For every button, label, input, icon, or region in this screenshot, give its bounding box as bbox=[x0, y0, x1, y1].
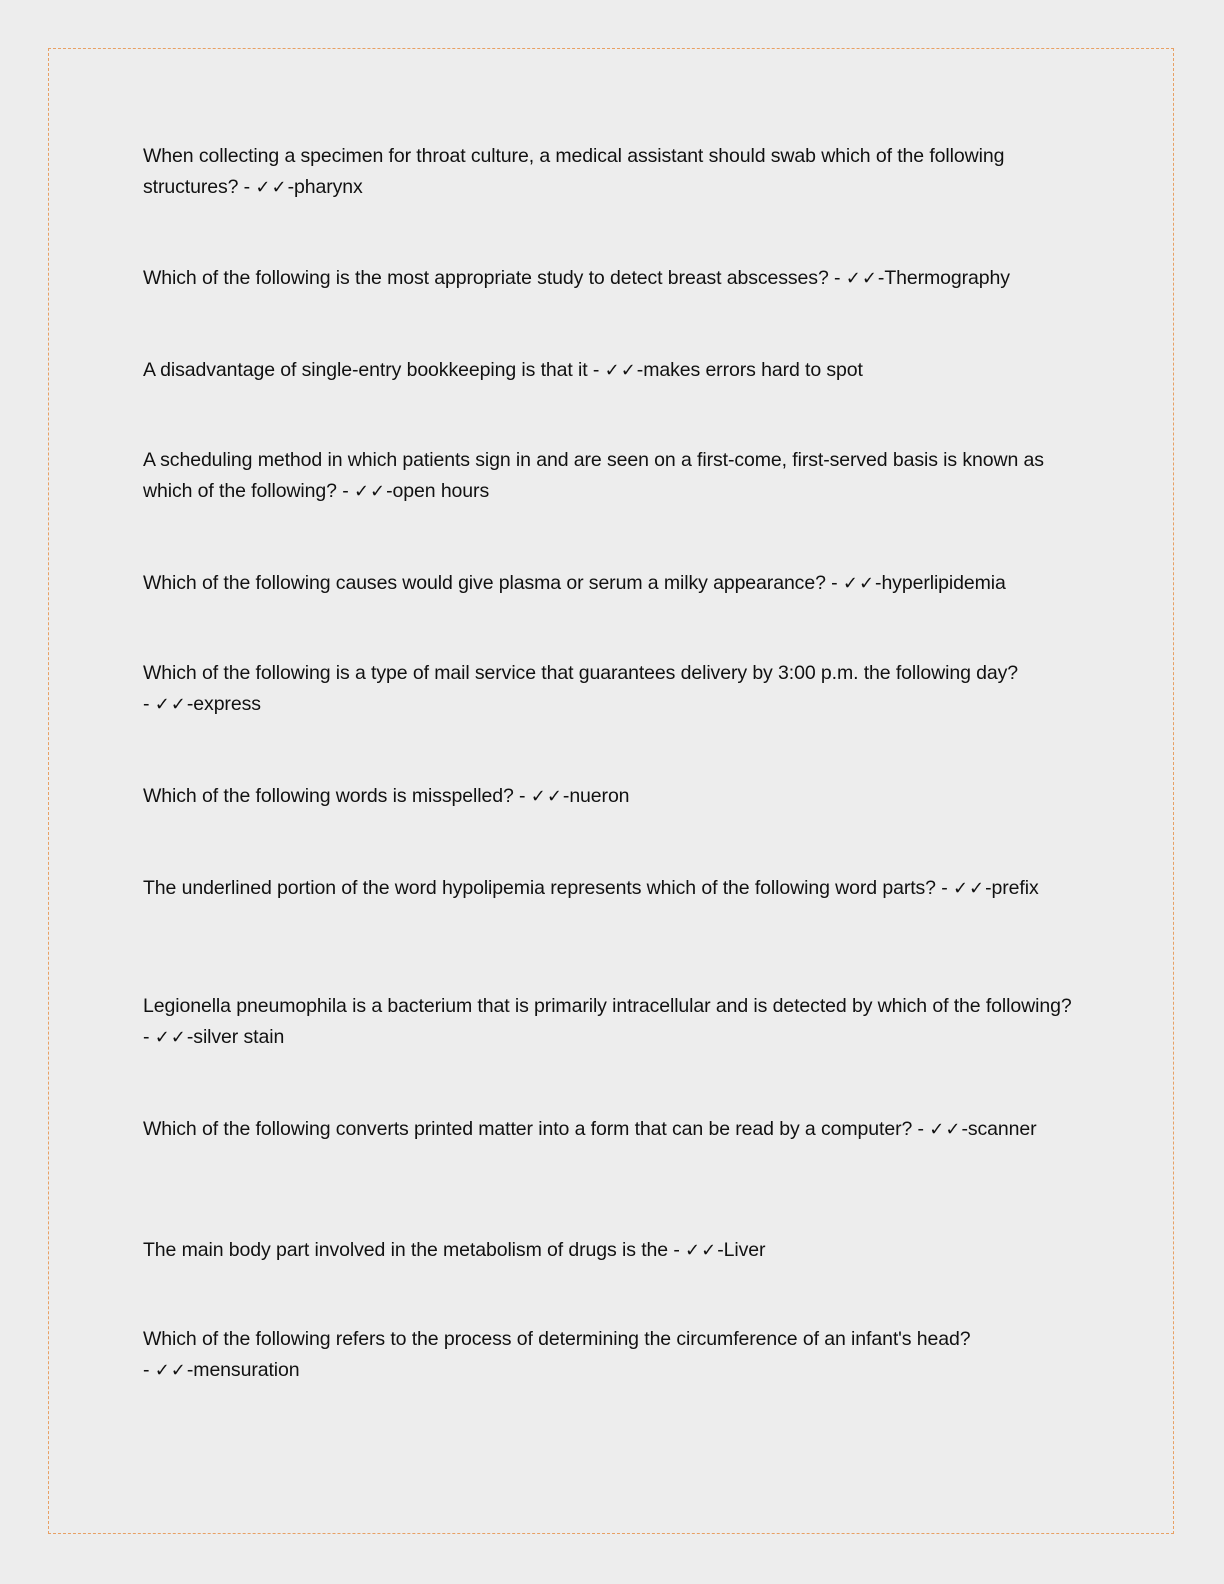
question-text: Which of the following refers to the process of determining the circumference of an infant's head? bbox=[143, 1328, 971, 1350]
check-mark-icon: ✓✓ bbox=[845, 268, 878, 289]
check-mark-icon: ✓✓ bbox=[530, 786, 563, 807]
separator: - bbox=[513, 785, 531, 807]
answer-text: silver stain bbox=[193, 1026, 285, 1048]
answer-text: nueron bbox=[569, 785, 630, 807]
separator: - bbox=[238, 176, 256, 198]
qa-item bbox=[143, 658, 1083, 720]
separator: - bbox=[143, 1359, 155, 1381]
answer-prefix: - bbox=[386, 480, 393, 502]
question-text: When collecting a specimen for throat culture, a medical assistant should swab which of the following structures? bbox=[143, 145, 1005, 198]
check-mark-icon: ✓✓ bbox=[353, 481, 387, 502]
answer-prefix: - bbox=[875, 572, 882, 594]
answer-prefix: - bbox=[287, 176, 294, 198]
qa-item bbox=[143, 141, 1083, 203]
question-text: The main body part involved in the metabolism of drugs is the bbox=[143, 1239, 669, 1261]
check-mark-icon: ✓✓ bbox=[685, 1240, 718, 1261]
separator: - bbox=[912, 1118, 930, 1140]
check-mark-icon: ✓✓ bbox=[154, 1360, 187, 1381]
question-text: Which of the following is a type of mail service that guarantees delivery by 3:00 p.m. the following day? bbox=[143, 662, 1019, 684]
answer-prefix: - bbox=[562, 785, 570, 807]
question-text: Which of the following causes would give plasma or serum a milky appearance? bbox=[143, 572, 826, 594]
question-text: A disadvantage of single-entry bookkeeping is that it bbox=[143, 359, 588, 381]
check-mark-icon: ✓✓ bbox=[255, 177, 288, 198]
check-mark-icon: ✓✓ bbox=[842, 573, 876, 594]
answer-prefix: - bbox=[186, 693, 194, 715]
separator: - bbox=[828, 267, 846, 289]
answer-text: Liver bbox=[723, 1239, 766, 1261]
answer-prefix: - bbox=[717, 1239, 724, 1261]
answer-text: scanner bbox=[967, 1118, 1037, 1140]
qa-item bbox=[143, 1324, 1083, 1386]
check-mark-icon: ✓✓ bbox=[929, 1119, 962, 1140]
qa-item bbox=[143, 1235, 1083, 1266]
check-mark-icon: ✓✓ bbox=[604, 360, 637, 381]
answer-prefix: - bbox=[961, 1118, 968, 1140]
answer-prefix: - bbox=[985, 877, 992, 899]
answer-prefix: - bbox=[186, 1026, 194, 1048]
question-text: Which of the following converts printed matter into a form that can be read by a computer? bbox=[143, 1118, 913, 1140]
separator: - bbox=[336, 480, 354, 502]
question-text: Which of the following words is misspelled? bbox=[143, 785, 514, 807]
separator: - bbox=[825, 572, 843, 594]
answer-text: pharynx bbox=[293, 176, 363, 198]
answer-prefix: - bbox=[877, 267, 885, 289]
answer-text: hyperlipidemia bbox=[881, 572, 1006, 594]
qa-item bbox=[143, 263, 1083, 294]
answer-text: prefix bbox=[991, 877, 1039, 899]
check-mark-icon: ✓✓ bbox=[154, 1027, 187, 1048]
qa-item bbox=[143, 873, 1083, 904]
qa-item bbox=[143, 991, 1083, 1053]
separator: - bbox=[143, 1026, 155, 1048]
answer-text: express bbox=[193, 693, 261, 715]
answer-text: mensuration bbox=[193, 1359, 300, 1381]
answer-prefix: - bbox=[636, 359, 644, 381]
answer-text: open hours bbox=[392, 480, 490, 502]
qa-item bbox=[143, 568, 1083, 599]
qa-item bbox=[143, 445, 1083, 507]
qa-item bbox=[143, 1114, 1083, 1145]
check-mark-icon: ✓✓ bbox=[154, 694, 187, 715]
separator: - bbox=[935, 877, 953, 899]
answer-text: makes errors hard to spot bbox=[643, 359, 863, 381]
separator: - bbox=[668, 1239, 686, 1261]
separator: - bbox=[143, 693, 155, 715]
check-mark-icon: ✓✓ bbox=[952, 878, 986, 899]
qa-item bbox=[143, 355, 1083, 386]
qa-item bbox=[143, 781, 1083, 812]
answer-text: Thermography bbox=[884, 267, 1010, 289]
answer-prefix: - bbox=[186, 1359, 194, 1381]
question-text: Which of the following is the most appropriate study to detect breast abscesses? bbox=[143, 267, 829, 289]
separator: - bbox=[587, 359, 605, 381]
question-text: A scheduling method in which patients sign in and are seen on a first-come, first-served basis is known as which of the following? bbox=[143, 449, 1044, 502]
question-text: The underlined portion of the word hypolipemia represents which of the following word parts? bbox=[143, 877, 936, 899]
question-text: Legionella pneumophila is a bacterium that is primarily intracellular and is detected by which of the following? bbox=[143, 995, 1072, 1017]
